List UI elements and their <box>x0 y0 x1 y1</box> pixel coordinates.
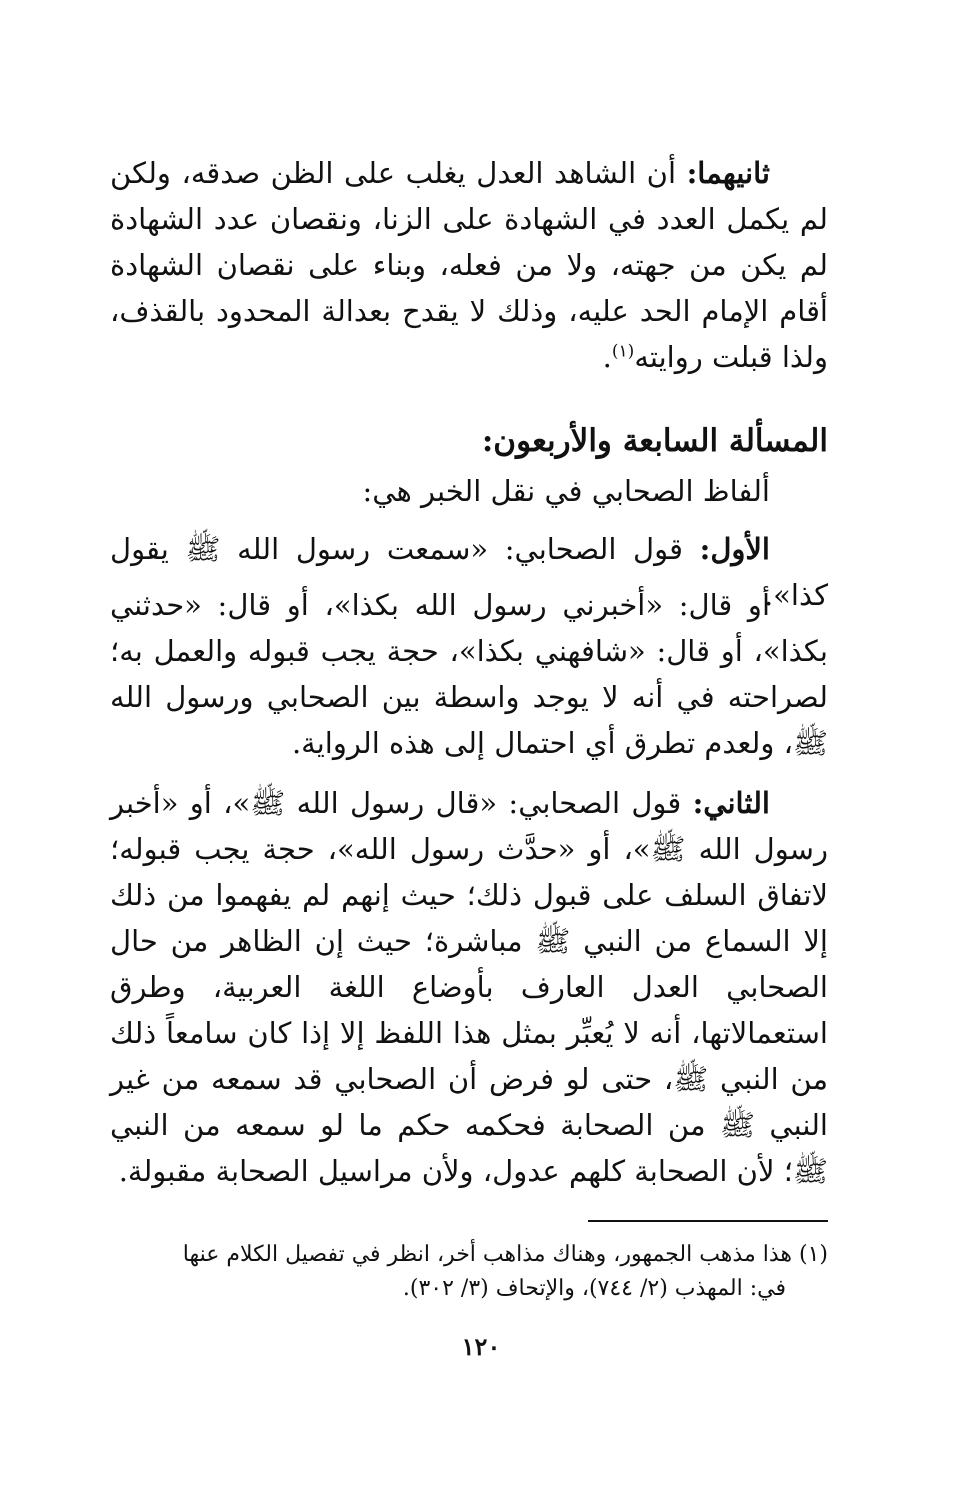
paragraph-body: قول الصحابي: «سمعت رسول الله ﷺ يقول كذا». <box>110 532 828 612</box>
footnote-line-2: في: المهذب (٢/ ٧٤٤)، والإتحاف (٣/ ٣٠٢). <box>402 1276 786 1301</box>
footnote-marker: (١) <box>798 1242 828 1267</box>
footnote-line-1: هذا مذهب الجمهور، وهناك مذاهب أخر، انظر في تفصيل الكلام عنها <box>182 1242 799 1267</box>
paragraph-second-reason <box>110 150 828 380</box>
footnote <box>110 1238 828 1306</box>
section-heading: المسألة السابعة والأربعون: <box>481 423 828 459</box>
paragraph-or-said: أو قال: «أخبرني رسول الله بكذا»، أو قال: «حدثني بكذا»، أو قال: «شافهني بكذا»، حجة يجب قبوله والعمل به؛ لصراحته في أنه لا يوجد واسطة بين الصحابي ورسول الله ﷺ، ولعدم تطرق أي احتمال إلى هذه الرواية. <box>110 588 828 760</box>
paragraph-lead-first: الأول: <box>699 532 770 566</box>
page-number: ١٢٠ <box>461 1332 501 1361</box>
footnote-divider <box>588 1220 828 1222</box>
paragraph-lead-thanihima: ثانيهما: <box>686 156 770 190</box>
intro-line: ألفاظ الصحابي في نقل الخبر هي: <box>362 474 770 508</box>
paragraph-body: أن الشاهد العدل يغلب على الظن صدقه، ولكن لم يكمل العدد في الشهادة على الزنا، ونقصان عدد الشهادة لم يكن من جهته، ولا من فعله، وبناء على نقصان الشهادة أقام الإمام الحد عليه، وذلك لا يقدح بعدالة المحدود بالقذف، ولذا قبلت روايته <box>110 156 828 374</box>
paragraph-second-form <box>110 780 828 1194</box>
paragraph-lead-second: الثاني: <box>692 786 770 820</box>
paragraph-body: قول الصحابي: «قال رسول الله ﷺ»، أو «أخبر رسول الله ﷺ»، أو «حدَّث رسول الله»، حجة يجب قبوله؛ لاتفاق السلف على قبول ذلك؛ حيث إنهم لم يفهموا من ذلك إلا السماع من النبي ﷺ مباشرة؛ حيث إن الظاهر من حال الصحابي العدل العارف بأوضاع اللغة العربية، وطرق استعمالاتها، أنه لا يُعبِّر بمثل هذا اللفظ إلا إذا كان سامعاً ذلك من النبي ﷺ، حتى لو فرض أن الصحابي قد سمعه من غير النبي ﷺ من الصحابة فحكمه حكم ما لو سمعه من النبي ﷺ؛ لأن الصحابة كلهم عدول، ولأن مراسيل الصحابة مقبولة. <box>110 786 828 1188</box>
paragraph-end: . <box>602 340 612 374</box>
footnote-reference[interactable]: (١) <box>611 341 635 362</box>
